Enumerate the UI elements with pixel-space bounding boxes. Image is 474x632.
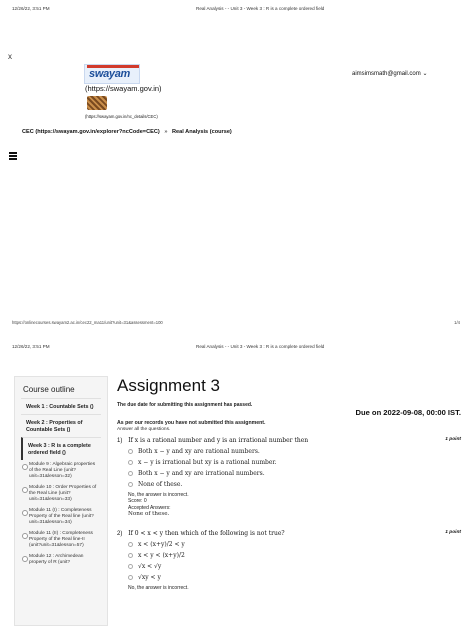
accepted-answer: None of these. <box>128 510 170 517</box>
course-outline-title: Course outline <box>23 385 75 394</box>
score-text: Score: 0 <box>128 498 147 505</box>
question-text: If 0 < x < y then which of the following is not true? <box>128 529 285 537</box>
hamburger-menu-icon[interactable] <box>9 152 17 161</box>
breadcrumb-separator: » <box>164 129 168 135</box>
question-text: If x is a rational number and y is an irrational number then <box>128 437 309 444</box>
course-outline-sidebar <box>14 376 108 626</box>
radio-button[interactable] <box>128 449 133 454</box>
option-label: √x < √y <box>138 562 162 570</box>
print-footer <box>0 320 474 330</box>
print-footer-page: 1/4 <box>454 320 460 325</box>
breadcrumb-cec[interactable]: CEC (https://swayam.gov.in/explorer?ncCode=CEC) <box>22 129 160 135</box>
print-datetime-2: 12/26/22, 3:51 PM <box>12 344 50 349</box>
cec-emblem-icon[interactable] <box>87 96 107 110</box>
option-row[interactable] <box>128 541 461 548</box>
option-label: None of these. <box>138 481 183 488</box>
feedback-text: No, the answer is incorrect. <box>128 584 189 591</box>
feedback-text: No, the answer is incorrect. <box>128 492 189 498</box>
submission-notice: As per our records you have not submitted this assignment. <box>117 420 266 426</box>
radio-button[interactable] <box>128 564 133 569</box>
user-menu[interactable] <box>352 70 427 77</box>
option-label: x < (x+y)/2 < y <box>138 540 185 548</box>
print-header <box>0 0 474 12</box>
option-row[interactable] <box>128 552 461 559</box>
due-passed-notice: The due date for submitting this assignment has passed. <box>117 402 253 408</box>
print-title-2: Real Analysis - - Unit 3 - Week 3 : R is a complete ordered field <box>196 344 325 349</box>
cec-link[interactable]: (https://swayam.gov.in/nc_details/CEC) <box>85 114 158 119</box>
option-row[interactable] <box>128 448 461 455</box>
question-2 <box>117 530 461 591</box>
page-title: Assignment 3 <box>117 376 220 395</box>
question-points: 1 point <box>445 437 461 442</box>
breadcrumb-course[interactable]: Real Analysis (course) <box>172 129 232 135</box>
option-label: Both x − y and xy are rational numbers. <box>138 448 260 455</box>
option-row[interactable] <box>128 470 461 477</box>
sidebar-week-1[interactable]: Week 1 : Countable Sets () <box>21 398 101 414</box>
sidebar-module-11-ii[interactable]: Module 11 (II) : Completeness Property of the Real line-II (unit?unit=31&lesson=57) <box>21 529 101 552</box>
question-points: 1 point <box>445 529 461 535</box>
radio-button[interactable] <box>128 575 133 580</box>
sidebar-module-10[interactable]: Module 10 : Order Properties of the Real Line (unit?unit=31&lesson=33) <box>21 483 101 506</box>
option-label: √xy < y <box>138 573 161 581</box>
chevron-down-icon: ⌄ <box>422 71 428 77</box>
accepted-answers-label: Accepted Answers: <box>128 504 171 511</box>
sidebar-module-11-i[interactable]: Module 11 (I) : Completeness Property of the Real line (unit?unit=31&lesson=34) <box>21 506 101 529</box>
option-row[interactable] <box>128 574 461 581</box>
answer-feedback <box>128 492 461 518</box>
sidebar-module-9[interactable]: Module 9 : Algebraic properties of the Real Line (unit?unit=31&lesson=32) <box>21 460 101 483</box>
option-label: Both x − y and xy are irrational numbers. <box>138 470 265 477</box>
radio-button[interactable] <box>128 553 133 558</box>
question-number: 2) <box>117 530 123 537</box>
option-label: x − y is irrational but xy is a rational number. <box>138 459 277 466</box>
swayam-link[interactable]: (https://swayam.gov.in) <box>85 84 162 93</box>
radio-button[interactable] <box>128 460 133 465</box>
radio-button[interactable] <box>128 542 133 547</box>
option-label: x < y < (x+y)/2 <box>138 551 185 559</box>
assignment-main <box>117 376 461 591</box>
option-row[interactable] <box>128 481 461 488</box>
question-1 <box>117 437 461 518</box>
sidebar-week-3[interactable]: Week 3 : R is a complete ordered field () <box>21 437 101 460</box>
instructions: Answer all the questions. <box>117 427 171 432</box>
user-email: aimsimsmath@gmail.com <box>352 71 421 77</box>
sidebar-week-2[interactable]: Week 2 : Properties of Countable Sets () <box>21 414 101 437</box>
swayam-logo[interactable] <box>84 64 140 84</box>
option-row[interactable] <box>128 459 461 466</box>
radio-button[interactable] <box>128 471 133 476</box>
close-icon[interactable]: x <box>8 52 12 61</box>
print-footer-url: https://onlinecourses.swayam2.ac.in/cec22_ma11/unit?unit=31&assessment=100 <box>12 320 163 325</box>
print-title: Real Analysis - - Unit 3 - Week 3 : R is a complete ordered field <box>196 6 325 11</box>
print-header-2 <box>0 338 474 350</box>
print-datetime: 12/26/22, 3:51 PM <box>12 6 50 11</box>
option-row[interactable] <box>128 563 461 570</box>
radio-button[interactable] <box>128 482 133 487</box>
question-number: 1) <box>117 438 123 444</box>
due-date: Due on 2022-09-08, 00:00 IST. <box>355 408 461 417</box>
logo-brand: swayam <box>89 68 131 80</box>
sidebar-module-12[interactable]: Module 12 : Archimedean property of R (unit? <box>21 552 101 569</box>
answer-feedback <box>128 585 461 591</box>
breadcrumb <box>22 129 232 135</box>
